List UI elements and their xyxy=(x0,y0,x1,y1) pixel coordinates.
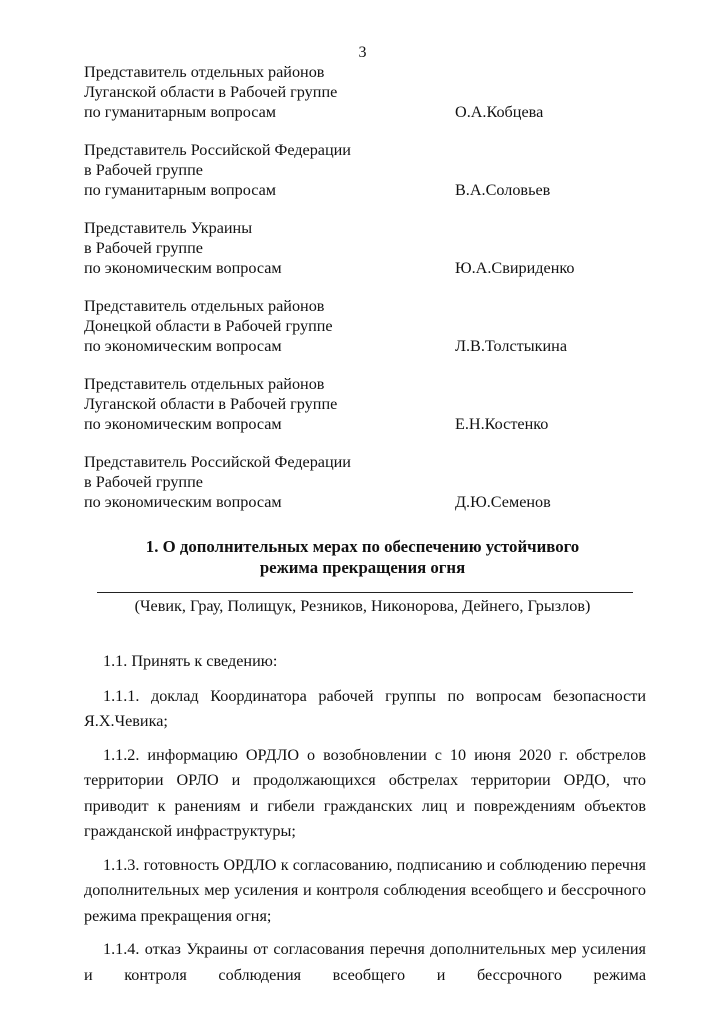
signatory-block xyxy=(84,62,644,140)
signatory-block xyxy=(84,374,644,452)
signatories-list xyxy=(84,62,644,530)
signatory-title-line: Представитель Российской Федерации xyxy=(84,141,351,159)
signatory-block xyxy=(84,296,644,374)
signatory-title-line: Луганской области в Рабочей группе xyxy=(84,83,338,101)
section-heading-line: 1. О дополнительных мерах по обеспечению устойчивого xyxy=(145,537,580,556)
signatory-title-line: по гуманитарным вопросам xyxy=(84,181,277,199)
paragraph: 1.1.1. доклад Координатора рабочей группы по вопросам безопасности Я.Х.Чевика; xyxy=(84,686,646,730)
page-number: 3 xyxy=(358,44,367,61)
signatory-title xyxy=(84,218,444,278)
signatory-title-line: по экономическим вопросам xyxy=(84,493,282,511)
signatory-title xyxy=(84,296,444,356)
signatory-title xyxy=(84,140,444,200)
signatory-title-line: в Рабочей группе xyxy=(84,239,203,257)
signatory-title-line: по экономическим вопросам xyxy=(84,415,282,433)
signatory-title-line: в Рабочей группе xyxy=(84,161,203,179)
signatory-title xyxy=(84,452,444,512)
signatory-name: Д.Ю.Семенов xyxy=(455,493,551,511)
signatory-block xyxy=(84,218,644,296)
section-heading-line: режима прекращения огня xyxy=(259,558,466,577)
horizontal-rule xyxy=(97,592,633,593)
signatory-title-line: Луганской области в Рабочей группе xyxy=(84,395,338,413)
paragraph: 1.1.2. информацию ОРДЛО о возобновлении с 10 июня 2020 г. обстрелов территории ОРЛО и продолжающихся обстрелах территории ОРДО, что приводит к ранениям и гибели гражданских лиц и повреждениям объектов гражданской инфраструктуры; xyxy=(84,745,646,840)
signatory-title-line: Представитель Украины xyxy=(84,219,253,237)
decision-text xyxy=(84,649,646,996)
signatory-title-line: по экономическим вопросам xyxy=(84,337,282,355)
signatory-block xyxy=(84,452,644,530)
signatory-title-line: по гуманитарным вопросам xyxy=(84,103,277,121)
signatory-name: Ю.А.Свириденко xyxy=(455,259,575,277)
paragraph: 1.1.3. готовность ОРДЛО к согласованию, подписанию и соблюдению перечня дополнительных мер усиления и контроля соблюдения всеобщего и бессрочного режима прекращения огня; xyxy=(84,855,646,925)
signatory-name: О.А.Кобцева xyxy=(455,103,544,121)
paragraph: 1.1. Принять к сведению: xyxy=(103,652,278,670)
signatory-name: Е.Н.Костенко xyxy=(455,415,549,433)
signatory-title-line: Представитель Российской Федерации xyxy=(84,453,351,471)
signatory-title xyxy=(84,62,444,122)
signatory-title-line: по экономическим вопросам xyxy=(84,259,282,277)
section-heading xyxy=(0,536,725,578)
paragraph: 1.1.4. отказ Украины от согласования перечня дополнительных мер усиления и контроля соблюдения всеобщего и бессрочного режима xyxy=(84,940,646,984)
signatory-title-line: Донецкой области в Рабочей группе xyxy=(84,317,333,335)
signatory-title-line: в Рабочей группе xyxy=(84,473,203,491)
signatory-name: Л.В.Толстыкина xyxy=(455,337,568,355)
signatory-title-line: Представитель отдельных районов xyxy=(84,297,325,315)
signatory-title-line: Представитель отдельных районов xyxy=(84,63,325,81)
signatory-name: В.А.Соловьев xyxy=(455,181,551,199)
participants-list: (Чевик, Грау, Полищук, Резников, Никонорова, Дейнего, Грызлов) xyxy=(134,597,591,615)
signatory-title xyxy=(84,374,444,434)
signatory-block xyxy=(84,140,644,218)
signatory-title-line: Представитель отдельных районов xyxy=(84,375,325,393)
